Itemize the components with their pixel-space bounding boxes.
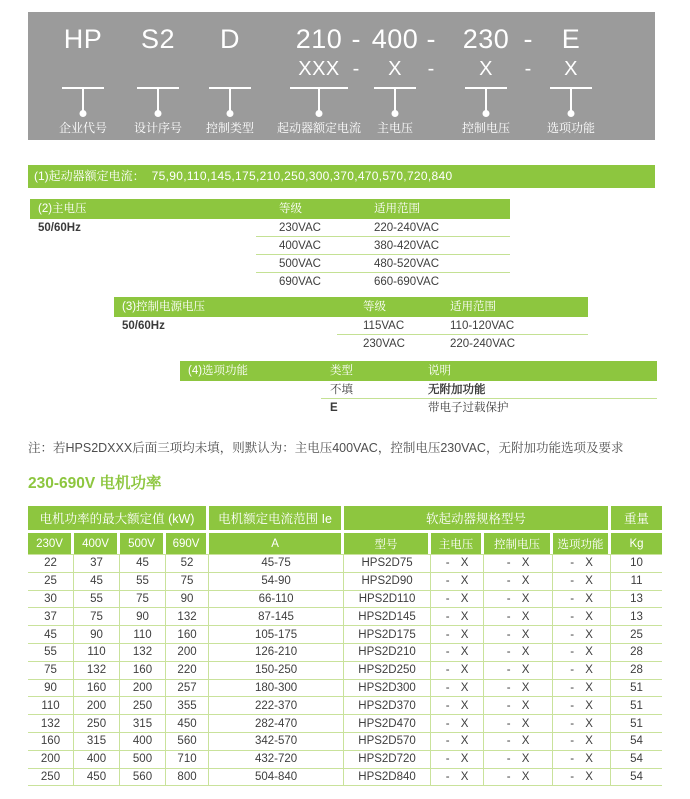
option-code: - X: [553, 715, 611, 733]
power-690v: 220: [166, 662, 209, 680]
code-rated-current: 210: [295, 24, 343, 54]
control-voltage-code: - X: [484, 662, 553, 680]
power-500v: 500: [120, 751, 166, 769]
control-voltage-title: (3)控制电源电压: [122, 301, 206, 313]
power-400v: 250: [74, 715, 120, 733]
voltage-range: 480-520VAC: [374, 258, 439, 270]
table-row: [28, 697, 662, 715]
dash-separator: -: [427, 58, 435, 80]
connector-dot: [392, 110, 399, 117]
power-230v: 132: [28, 715, 74, 733]
option-type: 不填: [330, 384, 353, 396]
connector-dot: [568, 110, 575, 117]
control-voltage-code: - X: [484, 751, 553, 769]
col-header-option: 选项功能: [553, 533, 611, 554]
voltage-level: 690VAC: [279, 276, 321, 288]
power-500v: 400: [120, 733, 166, 751]
power-230v: 90: [28, 680, 74, 698]
weight-kg: 28: [611, 662, 662, 680]
rated-current-values: 75,90,110,145,175,210,250,300,370,470,570,720,840: [151, 169, 453, 183]
control-voltage-code: - X: [484, 715, 553, 733]
frequency-label: 50/60Hz: [122, 320, 165, 332]
option-function-table: [180, 361, 657, 417]
power-500v: 132: [120, 644, 166, 662]
group-header-current: 电机额定电流范围 Ie: [209, 506, 344, 533]
dash-separator: -: [524, 58, 532, 80]
voltage-range: 660-690VAC: [374, 276, 439, 288]
model-number: HPS2D570: [344, 733, 431, 751]
weight-kg: 51: [611, 715, 662, 733]
default-config-note: 注：若HPS2DXXX后面三项均未填，则默认为：主电压400VAC，控制电压230VAC，无附加功能选项及要求: [28, 441, 624, 455]
power-690v: 90: [166, 591, 209, 609]
model-number: HPS2D720: [344, 751, 431, 769]
table-row: [28, 591, 662, 609]
main-voltage-table: [30, 199, 510, 291]
weight-kg: 51: [611, 697, 662, 715]
power-690v: 450: [166, 715, 209, 733]
power-230v: 55: [28, 644, 74, 662]
current-range: 222-370: [209, 697, 344, 715]
table-row: [30, 255, 510, 273]
option-code: - X: [553, 680, 611, 698]
table-row: [28, 608, 662, 626]
dash-separator: -: [523, 24, 533, 54]
model-number: HPS2D300: [344, 680, 431, 698]
group-header-power: 电机功率的最大额定值 (kW): [28, 506, 209, 533]
model-number: HPS2D110: [344, 591, 431, 609]
main-voltage-code: - X: [431, 769, 484, 787]
group-header-weight: 重量: [611, 506, 662, 533]
power-400v: 45: [74, 573, 120, 591]
code-main-voltage: 400: [371, 24, 419, 54]
model-number: HPS2D840: [344, 769, 431, 787]
power-400v: 37: [74, 554, 120, 573]
power-400v: 160: [74, 680, 120, 698]
dash-separator: -: [352, 58, 360, 80]
main-voltage-code: - X: [431, 733, 484, 751]
model-number: HPS2D250: [344, 662, 431, 680]
power-230v: 45: [28, 626, 74, 644]
label-rated-current: 起动器额定电流: [276, 121, 361, 135]
option-type: E: [330, 402, 338, 414]
group-header-model: 软起动器规格型号: [344, 506, 611, 533]
power-500v: 315: [120, 715, 166, 733]
power-690v: 200: [166, 644, 209, 662]
control-voltage-code: - X: [484, 697, 553, 715]
table-row: [180, 399, 657, 417]
voltage-range: 220-240VAC: [374, 222, 439, 234]
table-row: [28, 573, 662, 591]
table-row: [28, 715, 662, 733]
weight-kg: 10: [611, 554, 662, 573]
power-500v: 75: [120, 591, 166, 609]
group-header-row: [28, 506, 662, 533]
power-400v: 450: [74, 769, 120, 787]
label-company: 企业代号: [58, 121, 107, 135]
option-code: - X: [553, 608, 611, 626]
power-400v: 400: [74, 751, 120, 769]
voltage-level: 230VAC: [279, 222, 321, 234]
control-voltage-code: - X: [484, 644, 553, 662]
option-code: - X: [553, 697, 611, 715]
voltage-range: 380-420VAC: [374, 240, 439, 252]
label-control-type: 控制类型: [205, 121, 254, 135]
power-690v: 257: [166, 680, 209, 698]
col-header-control-voltage: 控制电压: [484, 533, 553, 554]
current-range: 150-250: [209, 662, 344, 680]
model-number: HPS2D370: [344, 697, 431, 715]
option-desc: 带电子过载保护: [428, 402, 509, 414]
rated-current-label: (1)起动器额定电流：: [34, 169, 145, 183]
col-header-500v: 500V: [120, 533, 166, 554]
main-voltage-title: (2)主电压: [38, 203, 87, 215]
weight-kg: 54: [611, 769, 662, 787]
power-690v: 560: [166, 733, 209, 751]
power-500v: 560: [120, 769, 166, 787]
power-400v: 132: [74, 662, 120, 680]
power-500v: 55: [120, 573, 166, 591]
rated-current-bar: [28, 165, 655, 188]
option-code: - X: [553, 573, 611, 591]
option-code: - X: [553, 769, 611, 787]
column-header-level: 等级: [363, 301, 386, 313]
dash-separator: -: [351, 24, 361, 54]
connector-dot: [483, 110, 490, 117]
control-voltage-code: - X: [484, 573, 553, 591]
code-control-type: D: [220, 24, 240, 54]
label-design: 设计序号: [133, 121, 182, 135]
model-number: HPS2D470: [344, 715, 431, 733]
col-header-kg: Kg: [611, 533, 662, 554]
option-code: - X: [553, 626, 611, 644]
main-voltage-code: - X: [431, 573, 484, 591]
power-400v: 55: [74, 591, 120, 609]
table-row: [28, 769, 662, 787]
table-row: [28, 662, 662, 680]
main-voltage-code: - X: [431, 591, 484, 609]
table-row: [114, 317, 588, 335]
control-voltage-code: - X: [484, 608, 553, 626]
power-500v: 250: [120, 697, 166, 715]
control-voltage-code: - X: [484, 626, 553, 644]
power-690v: 160: [166, 626, 209, 644]
power-690v: 52: [166, 554, 209, 573]
sub-option: X: [564, 58, 578, 80]
power-400v: 90: [74, 626, 120, 644]
main-voltage-code: - X: [431, 608, 484, 626]
control-voltage-code: - X: [484, 591, 553, 609]
col-header-model: 型号: [344, 533, 431, 554]
current-range: 504-840: [209, 769, 344, 787]
power-230v: 30: [28, 591, 74, 609]
power-690v: 355: [166, 697, 209, 715]
col-header-690v: 690V: [166, 533, 209, 554]
col-header-400v: 400V: [74, 533, 120, 554]
frequency-label: 50/60Hz: [38, 222, 81, 234]
weight-kg: 11: [611, 573, 662, 591]
power-230v: 37: [28, 608, 74, 626]
power-230v: 22: [28, 554, 74, 573]
voltage-range: 220-240VAC: [450, 338, 515, 350]
power-230v: 200: [28, 751, 74, 769]
connector-dot: [80, 110, 87, 117]
power-400v: 75: [74, 608, 120, 626]
control-voltage-header: [114, 297, 588, 317]
option-code: - X: [553, 733, 611, 751]
sub-control-voltage: X: [479, 58, 493, 80]
col-header-230v: 230V: [28, 533, 74, 554]
table-row: [180, 381, 657, 399]
table-row: [30, 219, 510, 237]
power-400v: 110: [74, 644, 120, 662]
main-voltage-code: - X: [431, 554, 484, 573]
model-number: HPS2D210: [344, 644, 431, 662]
column-header-type: 类型: [330, 365, 353, 377]
model-number-diagram: [28, 12, 655, 140]
model-col-option: [501, 12, 641, 140]
power-690v: 132: [166, 608, 209, 626]
voltage-level: 500VAC: [279, 258, 321, 270]
code-company: HP: [63, 24, 103, 54]
main-voltage-code: - X: [431, 697, 484, 715]
sub-main-voltage: X: [388, 58, 402, 80]
option-desc: 无附加功能: [428, 384, 486, 396]
model-number: HPS2D90: [344, 573, 431, 591]
column-header-level: 等级: [279, 203, 302, 215]
voltage-level: 400VAC: [279, 240, 321, 252]
option-code: - X: [553, 591, 611, 609]
option-function-title: (4)选项功能: [188, 365, 249, 377]
weight-kg: 13: [611, 591, 662, 609]
power-230v: 160: [28, 733, 74, 751]
main-voltage-code: - X: [431, 715, 484, 733]
current-range: 66-110: [209, 591, 344, 609]
power-500v: 200: [120, 680, 166, 698]
table-row: [114, 335, 588, 353]
current-range: 45-75: [209, 554, 344, 573]
current-range: 432-720: [209, 751, 344, 769]
voltage-range: 110-120VAC: [450, 320, 515, 332]
current-range: 282-470: [209, 715, 344, 733]
power-690v: 75: [166, 573, 209, 591]
voltage-level: 230VAC: [363, 338, 405, 350]
option-code: - X: [553, 662, 611, 680]
model-number: HPS2D145: [344, 608, 431, 626]
weight-kg: 13: [611, 608, 662, 626]
power-400v: 315: [74, 733, 120, 751]
control-voltage-code: - X: [484, 554, 553, 573]
current-range: 180-300: [209, 680, 344, 698]
table-row: [28, 733, 662, 751]
weight-kg: 25: [611, 626, 662, 644]
label-main-voltage: 主电压: [376, 121, 413, 135]
code-option: E: [561, 24, 581, 54]
current-range: 105-175: [209, 626, 344, 644]
control-voltage-table: [114, 297, 588, 353]
control-voltage-code: - X: [484, 769, 553, 787]
table-row: [28, 644, 662, 662]
main-voltage-code: - X: [431, 662, 484, 680]
power-500v: 110: [120, 626, 166, 644]
power-500v: 160: [120, 662, 166, 680]
label-option: 选项功能: [546, 121, 595, 135]
table-row: [30, 273, 510, 291]
model-number: HPS2D75: [344, 554, 431, 573]
table-row: [28, 751, 662, 769]
weight-kg: 54: [611, 751, 662, 769]
sub-rated-current: XXX: [298, 58, 340, 80]
column-header-desc: 说明: [428, 365, 451, 377]
option-code: - X: [553, 644, 611, 662]
current-range: 54-90: [209, 573, 344, 591]
main-voltage-header: [30, 199, 510, 219]
col-header-main-voltage: 主电压: [431, 533, 484, 554]
section-title: 230-690V 电机功率: [28, 475, 162, 492]
main-voltage-code: - X: [431, 680, 484, 698]
table-row: [28, 680, 662, 698]
power-500v: 45: [120, 554, 166, 573]
option-function-header: [180, 361, 657, 381]
code-design: S2: [140, 24, 176, 54]
option-code: - X: [553, 751, 611, 769]
table-row: [30, 237, 510, 255]
power-500v: 90: [120, 608, 166, 626]
main-voltage-code: - X: [431, 751, 484, 769]
dash-separator: -: [426, 24, 436, 54]
column-header-range: 适用范围: [450, 301, 496, 313]
main-voltage-code: - X: [431, 626, 484, 644]
power-230v: 250: [28, 769, 74, 787]
current-range: 342-570: [209, 733, 344, 751]
column-header-range: 适用范围: [374, 203, 420, 215]
control-voltage-code: - X: [484, 733, 553, 751]
voltage-level: 115VAC: [363, 320, 405, 332]
connector-dot: [227, 110, 234, 117]
label-control-voltage: 控制电压: [461, 121, 510, 135]
power-230v: 75: [28, 662, 74, 680]
weight-kg: 51: [611, 680, 662, 698]
current-range: 126-210: [209, 644, 344, 662]
power-690v: 710: [166, 751, 209, 769]
model-number: HPS2D175: [344, 626, 431, 644]
power-690v: 800: [166, 769, 209, 787]
weight-kg: 54: [611, 733, 662, 751]
power-400v: 200: [74, 697, 120, 715]
connector-dot: [316, 110, 323, 117]
current-range: 87-145: [209, 608, 344, 626]
column-header-row: [28, 533, 662, 554]
weight-kg: 28: [611, 644, 662, 662]
code-control-voltage: 230: [462, 24, 510, 54]
option-code: - X: [553, 554, 611, 573]
main-voltage-code: - X: [431, 644, 484, 662]
power-230v: 25: [28, 573, 74, 591]
table-row: [28, 626, 662, 644]
table-row: [28, 554, 662, 573]
power-230v: 110: [28, 697, 74, 715]
col-header-amps: A: [209, 533, 344, 554]
motor-power-table: [28, 506, 662, 786]
control-voltage-code: - X: [484, 680, 553, 698]
